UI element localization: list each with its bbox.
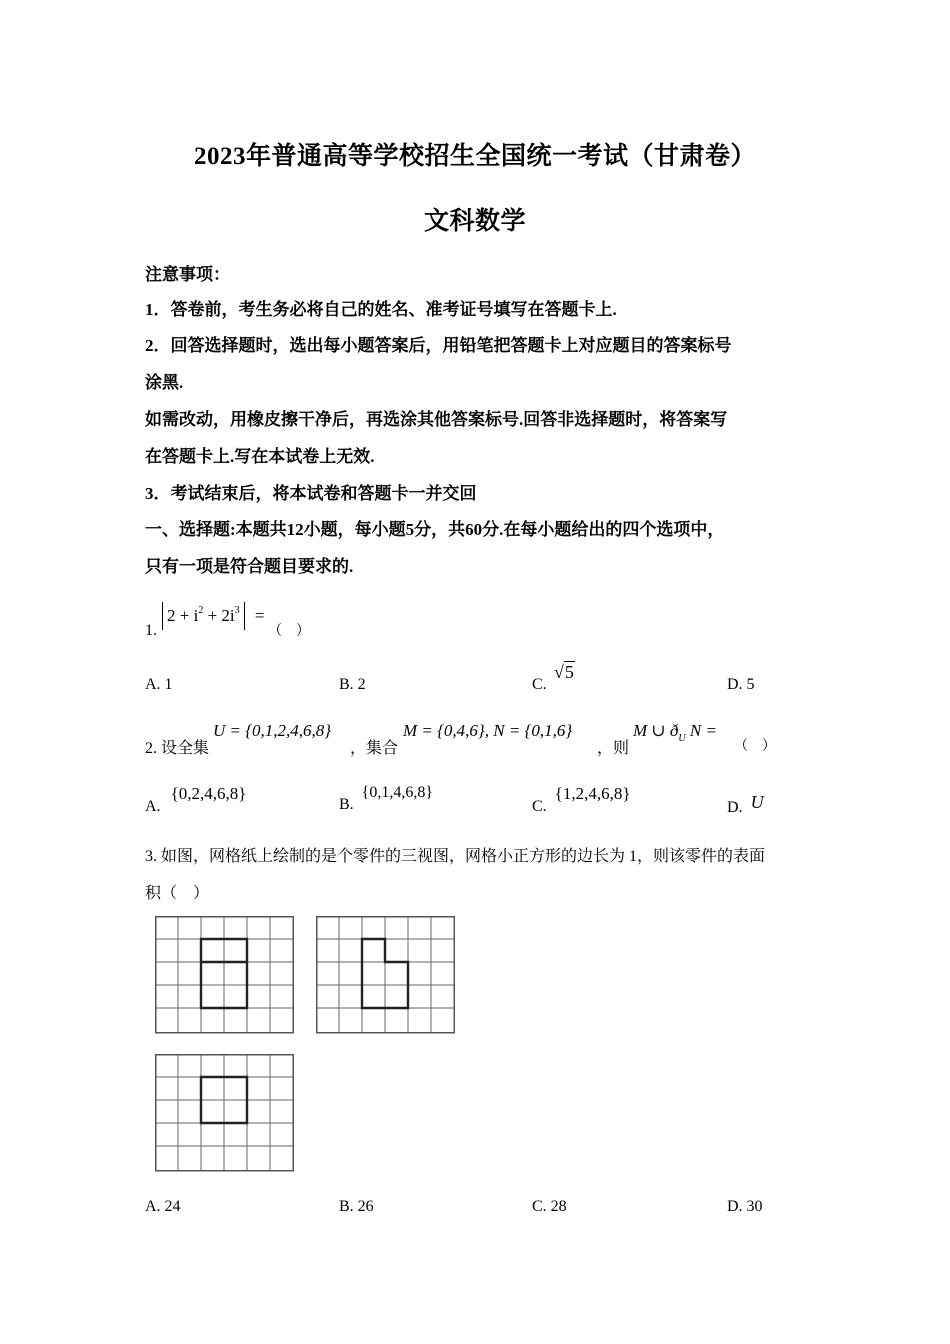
q2-paren: （ ） [734, 739, 776, 754]
q2-text-2: ，集合 [350, 740, 399, 757]
question-1 [145, 602, 505, 642]
q2-complement-expr [633, 721, 717, 744]
q1-option-c[interactable] [532, 662, 652, 696]
sqrt-symbol: √5 [554, 662, 574, 682]
q3-option-a[interactable]: A. 24 [145, 1198, 181, 1215]
q2-option-c[interactable] [532, 784, 631, 816]
q2-option-b[interactable] [339, 784, 434, 814]
sqrt-value: 5 [564, 662, 574, 682]
q3-option-b[interactable]: B. 26 [339, 1198, 374, 1215]
notice-item-3: 3．考试结束后，将本试卷和答题卡一并交回 [145, 484, 477, 503]
grid-lines [155, 1054, 293, 1171]
q2-option-b-value: {0,1,4,6,8} [361, 784, 434, 801]
q2-option-c-label: C. [532, 798, 547, 815]
notice-item-2-line-1: 2．回答选择题时，选出每小题答案后，用铅笔把答题卡上对应题目的答案标号 [145, 336, 732, 355]
q2-set-u: U = {0,1,2,4,6,8} [213, 721, 332, 740]
notice-item-2-line-2: 涂黑. [145, 373, 184, 392]
notice-heading: 注意事项： [145, 265, 230, 284]
q1-option-b[interactable]: B. 2 [339, 676, 366, 693]
q2-set-m-n: M = {0,4,6}, N = {0,1,6} [403, 721, 573, 740]
q2-text-1: 2. 设全集 [145, 740, 210, 757]
q3-option-d[interactable]: D. 30 [727, 1198, 763, 1215]
q3-option-c[interactable]: C. 28 [532, 1198, 567, 1215]
exponent-b: 3 [234, 605, 240, 616]
q2-option-d-label: D. [727, 799, 743, 816]
q3-line-2: 积（ ） [145, 885, 210, 902]
section-1-line-1: 一、选择题:本题共12小题，每小题5分，共60分.在每小题给出的四个选项中， [145, 520, 725, 539]
equals-sign: = [254, 606, 265, 625]
q1-option-c-label: C. [532, 676, 547, 693]
notice-item-2-line-4: 在答题卡上.写在本试卷上无效. [145, 447, 375, 466]
side-view-grid [316, 916, 456, 1034]
q2-text-3: ，则 [597, 740, 630, 757]
question-1-number: 1. [145, 622, 157, 639]
q3-line-1: 3. 如图，网格纸上绘制的是个零件的三视图，网格小正方形的边长为 1，则该零件的表面 [145, 848, 766, 865]
notice-item-1: 1．答卷前，考生务必将自己的姓名、准考证号填写在答题卡上. [145, 300, 617, 319]
front-view-grid [155, 916, 295, 1034]
question-1-paren: （ ） [268, 624, 310, 639]
q2-option-d[interactable] [727, 792, 764, 817]
q2-option-a[interactable] [145, 784, 247, 816]
grid-lines [316, 916, 454, 1033]
question-1-expression [162, 602, 264, 630]
expr-part-b: + 2i [203, 606, 235, 625]
complement-subscript: U [678, 733, 686, 744]
set-n-equals: N = [689, 721, 717, 740]
exponent-a: 2 [198, 605, 204, 616]
q2-option-a-label: A. [145, 798, 161, 815]
grid-lines [155, 916, 293, 1033]
q2-option-a-value: {0,2,4,6,8} [170, 784, 247, 803]
notice-item-2-line-3: 如需改动，用橡皮擦干净后，再选涂其他答案标号.回答非选择题时，将答案写 [145, 410, 728, 429]
section-1-line-2: 只有一项是符合题目要求的. [145, 557, 354, 576]
exam-subtitle: 文科数学 [423, 208, 526, 235]
expr-part-a: 2 + i [167, 606, 199, 625]
exam-title: 2023年普通高等学校招生全国统一考试（甘肃卷） [193, 143, 756, 170]
q2-option-c-value: {1,2,4,6,8} [554, 784, 631, 803]
q1-option-a[interactable]: A. 1 [145, 676, 173, 693]
q2-option-d-value: U [750, 792, 764, 812]
q2-option-b-label: B. [339, 796, 354, 813]
q1-option-d[interactable]: D. 5 [727, 676, 755, 693]
union-complement: M ∪ ð [633, 721, 679, 740]
top-view-grid [155, 1054, 295, 1172]
absolute-value-bars [162, 602, 245, 630]
